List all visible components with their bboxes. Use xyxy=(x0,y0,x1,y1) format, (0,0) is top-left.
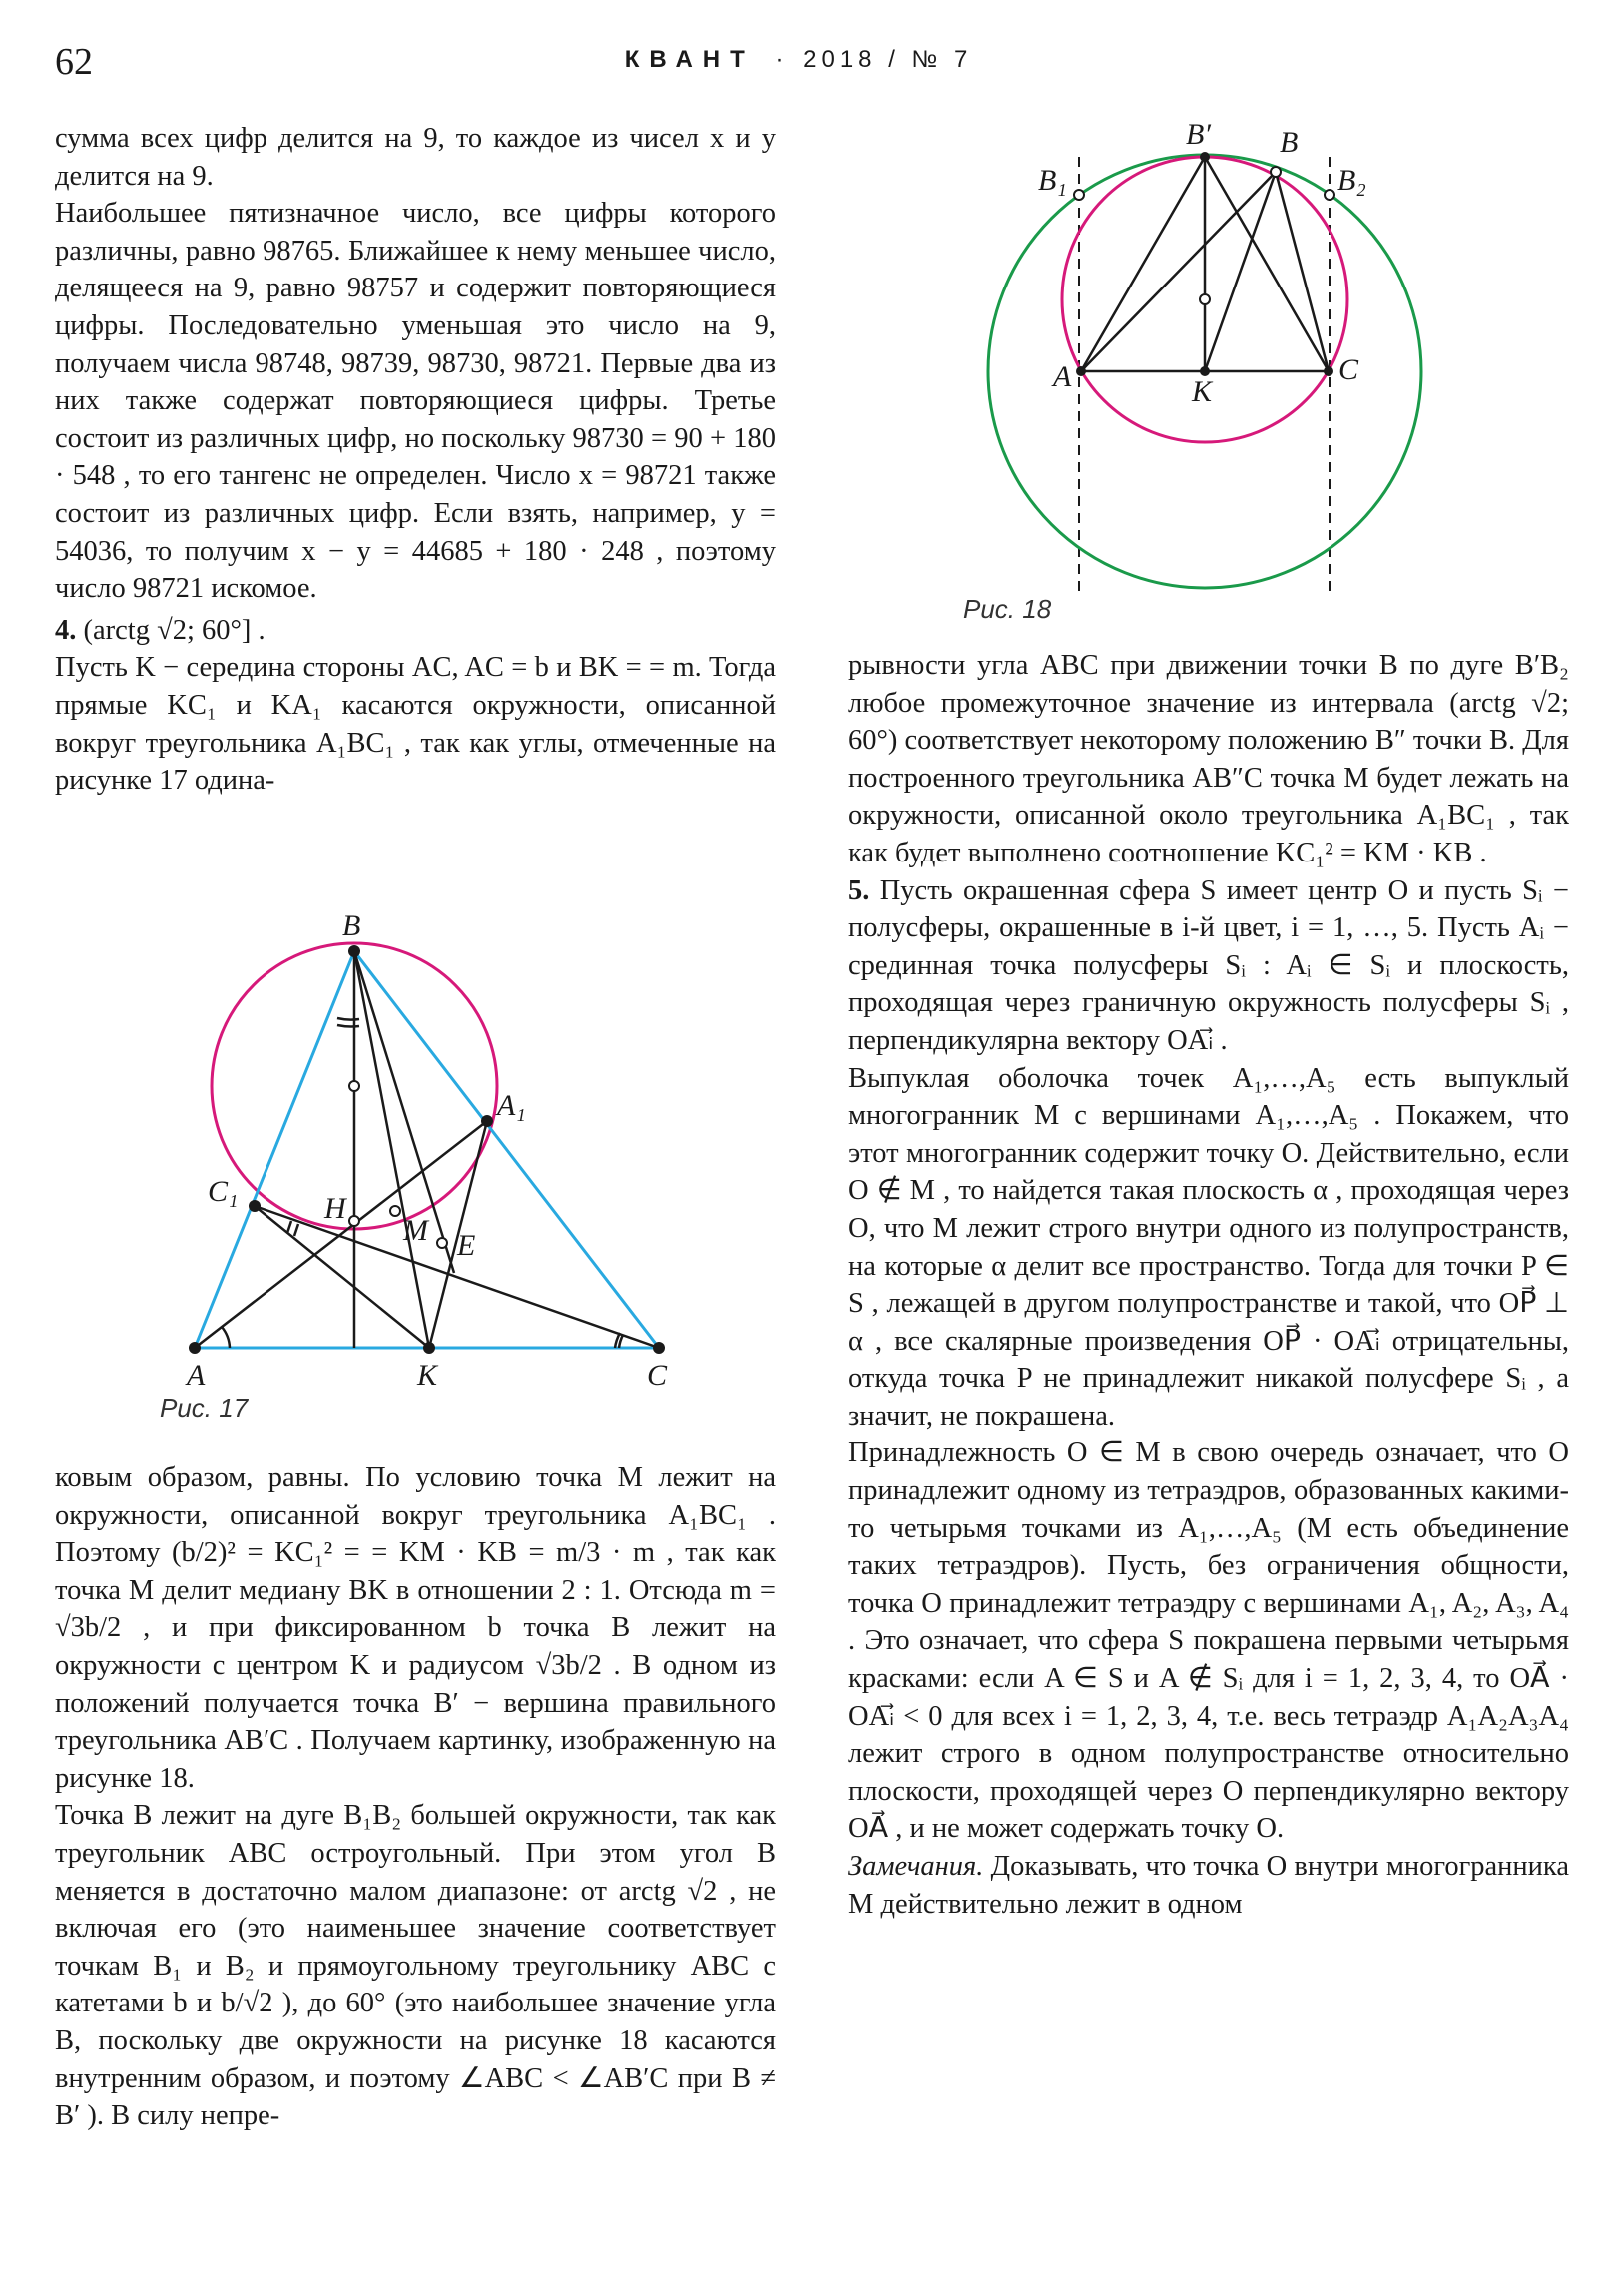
running-head xyxy=(0,46,1597,74)
point-b xyxy=(348,945,360,957)
label-a: A xyxy=(187,1359,206,1392)
left-column-bottom xyxy=(55,1459,776,2135)
remarks-text: Доказывать, что точка O внутри многогранника M действительно лежит в одном xyxy=(848,1851,1569,1920)
paragraph: Точка B лежит на дуге B₁B₂ большей окружности, так как треугольник ABC остроугольный. При этом угол B меняется в достаточно малом диапазоне: от arctg √2 , не включая его (это наименьшее значение соответствует точкам B₁ и B₂ и прямоугольному треугольнику ABC с катетами b и b/√2 ), до 60° (это наибольшее значение угла B, поскольку две окружности на рисунке 18 касаются внутренним образом, и поэтому ∠ABC < ∠AB′C при B ≠ B′ ). В силу непре- xyxy=(55,1800,776,2132)
circle-center xyxy=(349,1081,359,1091)
remarks xyxy=(848,1848,1569,1923)
label-m: M xyxy=(403,1214,428,1247)
right-column xyxy=(848,647,1569,1923)
point-m xyxy=(390,1206,400,1216)
figure-18 xyxy=(958,112,1577,615)
tick-mark xyxy=(287,1221,291,1233)
answer-4-number: 4. xyxy=(55,614,77,646)
figure-18-caption: Рис. 18 xyxy=(963,594,1052,624)
angle-mark-b xyxy=(337,1018,359,1020)
angle-mark-a xyxy=(222,1327,230,1348)
paragraph: ковым образом, равны. По условию точка M лежит на окружности, описанной вокруг треугольника A₁BC₁ . Поэтому (b/2)² = KC₁² = = KM · KB = m/3 · m , так как точка M делит медиану BK в отношении 2 : 1. Отсюда m = √3b/2 , и при фиксированном b точка B лежит на окружности с центром K и радиусом √3b/2 . В одном из положений получается точка B′ − вершина правильного треугольника AB′C . Получаем картинку, изображенную на рисунке 18. xyxy=(55,1462,776,1794)
paragraph: сумма всех цифр делится на 9, то каждое из чисел x и y делится на 9. xyxy=(55,123,776,192)
point-b2 xyxy=(1325,190,1334,200)
point-k xyxy=(423,1342,435,1354)
point-c xyxy=(1324,366,1333,376)
point-a xyxy=(1076,366,1086,376)
paragraph: Выпуклая оболочка точек A₁,…,A₅ есть выпуклый многогранник M с вершинами A₁,…,A₅ . Покажем, что этот многогранник содержит точку O. Действительно, если O ∉ M , то найдется такая плоскость α , проходящая через O, что M лежит строго внутри одного из полупространств, на которые α делит все пространство. Тогда для точки P ∈ S , лежащей в другом полупространстве и такой, что OP⃗ ⊥ α , все скалярные произведения OP⃗ · OAᵢ⃗ отрицательны, откуда точка P не принадлежит никакой полусфере Sᵢ , а значит, не покрашена. xyxy=(848,1062,1569,1432)
page-number: 62 xyxy=(55,41,93,83)
figure-18-drawing xyxy=(958,112,1577,611)
label-k: K xyxy=(417,1359,438,1392)
point-c1 xyxy=(249,1200,261,1212)
label-b-prime: B′ xyxy=(1186,118,1211,151)
line-b-k xyxy=(1205,172,1276,371)
answer-5-text: Пусть окрашенная сфера S имеет центр O и пусть Sᵢ − полусферы, окрашенные в i-й цвет, i = 1, …, 5. Пусть Aᵢ − срединная точка полусферы Sᵢ : Aᵢ ∈ Sᵢ и плоскость, проходящая через граничную окружность полусферы Sᵢ , перпендикулярна вектору OAᵢ⃗ . xyxy=(848,874,1570,1056)
issue-label: 2018 / № 7 xyxy=(803,46,973,73)
label-h: H xyxy=(324,1192,346,1225)
paragraph: Наибольшее пятизначное число, все цифры которого различны, равно 98765. Ближайшее к нему меньшее число, делящееся на 9, равно 98757 и содержит повторяющиеся цифры. Последовательно уменьшая это число на 9, получаем числа 98748, 98739, 98730, 98721. Первые два из них также содержат повторяющиеся цифры. Третье состоит из различных цифр, но поскольку 98730 = 90 + 180 · 548 , то его тангенс не определен. Число x = 98721 также состоит из различных цифр. Если взять, например, y = 54036, то получим x − y = 44685 + 180 · 248 , поэтому число 98721 искомое. xyxy=(55,198,776,605)
answer-4-text: (arctg √2; 60°] . xyxy=(83,614,266,646)
label-c: C xyxy=(647,1359,668,1392)
label-b: B xyxy=(1280,126,1299,159)
triangle-abc xyxy=(195,951,659,1348)
remarks-label: Замечания. xyxy=(848,1851,984,1882)
paragraph: рывности угла ABC при движении точки B по дуге B′B₂ любое промежуточное значение из интервала (arctg √2; 60°) соответствует некоторому положению B″ точки B. Для построенного треугольника AB″C точка M будет лежать на окружности, описанной около треугольника A₁BC₁ , так как будет выполнено соотношение KC₁² = KM · KB . xyxy=(848,650,1570,868)
median-bk xyxy=(354,951,429,1348)
left-column-top xyxy=(55,120,776,800)
answer-5-number: 5. xyxy=(848,874,870,906)
line-b-c xyxy=(1276,172,1329,371)
label-a1: A₁ xyxy=(497,1089,526,1122)
label-c1: C₁ xyxy=(208,1175,239,1208)
label-b1: B₁ xyxy=(1038,164,1067,197)
figure-17-caption: Рис. 17 xyxy=(160,1393,249,1423)
figure-17 xyxy=(160,903,719,1392)
magazine-title: КВАНТ xyxy=(624,46,755,73)
angle-mark-b-2 xyxy=(337,1025,359,1026)
angle-mark-c xyxy=(619,1335,623,1348)
paragraph: Принадлежность O ∈ M в свою очередь означает, что O принадлежит одному из тетраэдров, образованных какими-то четырьмя точками из A₁,…,A₅ (M есть объединение таких тетраэдров). Пусть, без ограничения общности, точка O принадлежит тетраэдру с вершинами A₁, A₂, A₃, A₄ . Это означает, что сфера S покрашена первыми четырьмя красками: если A ∈ S и A ∉ Sᵢ для i = 1, 2, 3, 4, то OA⃗ · OAᵢ⃗ < 0 для всех i = 1, 2, 3, 4, т.е. весь тетраэдр A₁A₂A₃A₄ лежит строго в одном полупространстве относительно плоскости, проходящей через O перпендикулярно вектору OA⃗ , и не может содержать точку O. xyxy=(848,1437,1569,1845)
point-h xyxy=(349,1216,359,1226)
small-circle-center xyxy=(1200,294,1210,304)
point-a xyxy=(189,1342,201,1354)
label-c: C xyxy=(1338,353,1359,386)
label-k: K xyxy=(1192,375,1213,408)
paragraph: Пусть K − середина стороны AC, AC = b и BK = = m. Тогда прямые KC₁ и KA₁ касаются окружности, описанной вокруг треугольника A₁BC₁ , так как углы, отмеченные на рисунке 17 одина- xyxy=(55,652,776,797)
point-b xyxy=(1271,167,1281,177)
point-e xyxy=(437,1238,447,1248)
point-a1 xyxy=(481,1115,493,1127)
label-b: B xyxy=(342,909,361,942)
point-c xyxy=(653,1342,665,1354)
label-b2: B₂ xyxy=(1337,164,1366,197)
tick-mark xyxy=(294,1224,298,1236)
figure-17-drawing xyxy=(160,903,719,1392)
point-b1 xyxy=(1074,190,1084,200)
label-e: E xyxy=(457,1229,476,1262)
answer-4 xyxy=(55,612,776,650)
header-separator: · xyxy=(775,46,784,73)
altitude-c xyxy=(255,1206,659,1348)
label-a: A xyxy=(1053,360,1072,393)
answer-5 xyxy=(848,872,1569,1060)
point-b-prime xyxy=(1200,152,1210,162)
